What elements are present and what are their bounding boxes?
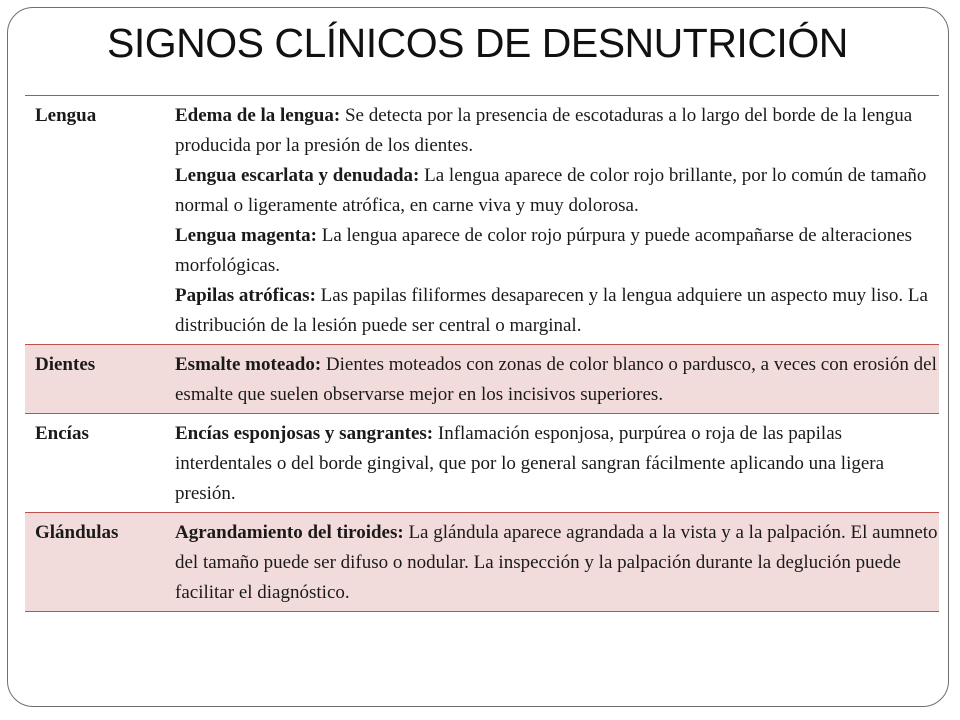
table-row-dientes — [25, 345, 939, 414]
sign-term: Esmalte moteado: — [175, 354, 322, 375]
table-row-lengua — [25, 96, 939, 345]
sign-entry — [175, 518, 939, 608]
row-category: Glándulas — [35, 522, 119, 543]
row-description — [171, 345, 939, 414]
table-row-encias — [25, 414, 939, 513]
sign-text: Dientes moteados con zonas de color blanco o pardusco, a veces con erosión del esmalte que suelen observarse mejor en los incisivos superiores. — [175, 354, 937, 405]
sign-entry — [175, 221, 939, 281]
sign-entry — [175, 281, 939, 341]
sign-entry — [175, 161, 939, 221]
row-category: Lengua — [35, 105, 97, 126]
sign-entry — [175, 101, 939, 161]
row-category: Dientes — [35, 354, 96, 375]
sign-text: Inflamación esponjosa, purpúrea o roja de las papilas interdentales o del borde gingival, que por lo general sangran fácilmente aplicando una ligera presión. — [175, 423, 885, 504]
row-description — [171, 513, 939, 612]
row-category: Encías — [35, 423, 89, 444]
sign-term: Lengua magenta: — [175, 225, 317, 246]
sign-entry — [175, 350, 939, 410]
sign-term: Agrandamiento del tiroides: — [175, 522, 404, 543]
sign-term: Edema de la lengua: — [175, 105, 341, 126]
sign-text: La lengua aparece de color rojo púrpura y puede acompañarse de alteraciones morfológicas. — [175, 225, 913, 276]
sign-entry — [175, 419, 939, 509]
sign-text: La lengua aparece de color rojo brillante, por lo común de tamaño normal o ligeramente atrófica, en carne viva y muy dolorosa. — [175, 165, 927, 216]
row-description — [171, 414, 939, 513]
sign-term: Papilas atróficas: — [175, 285, 316, 306]
row-description — [171, 96, 939, 345]
slide-title: SIGNOS CLÍNICOS DE DESNUTRICIÓN — [107, 20, 848, 66]
sign-text: La glándula aparece agrandada a la vista y a la palpación. El aumneto del tamaño puede ser difuso o nodular. La inspección y la palpación durante la deglución puede facilitar el diagnóstico. — [175, 522, 938, 603]
clinical-signs-table — [25, 95, 939, 612]
sign-text: Se detecta por la presencia de escotaduras a lo largo del borde de la lengua producida por la presión de los dientes. — [175, 105, 913, 156]
sign-term: Lengua escarlata y denudada: — [175, 165, 420, 186]
sign-term: Encías esponjosas y sangrantes: — [175, 423, 434, 444]
sign-text: Las papilas filiformes desaparecen y la lengua adquiere un aspecto muy liso. La distribución de la lesión puede ser central o marginal. — [175, 285, 928, 336]
table-row-glandulas — [25, 513, 939, 612]
